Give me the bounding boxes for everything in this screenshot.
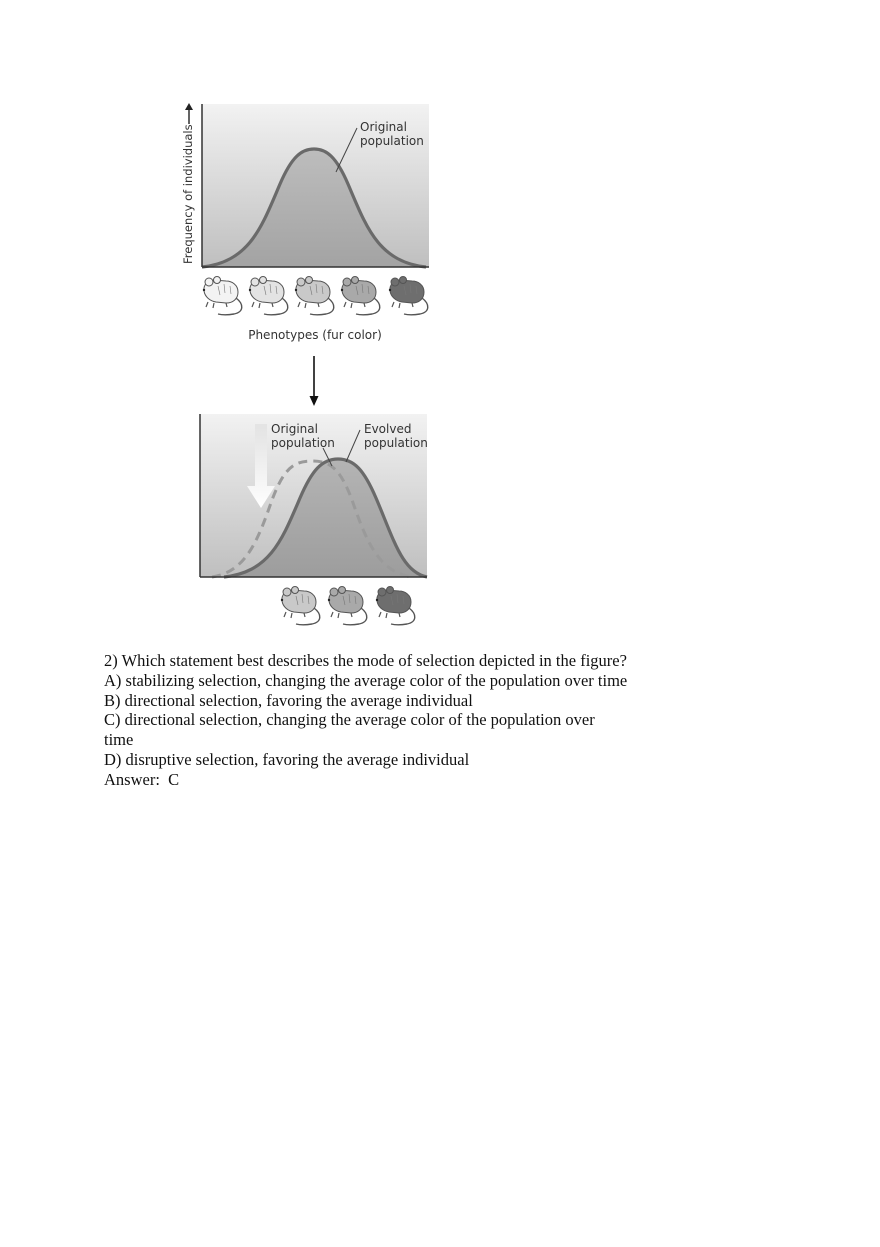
original-label-line2: population [360, 134, 424, 148]
option-c-line1: C) directional selection, changing the average color of the population over [104, 710, 595, 730]
bottom-original-label-line1: Original [271, 422, 318, 436]
x-axis-label: Phenotypes (fur color) [248, 328, 382, 342]
top-panel [181, 103, 429, 342]
option-d: D) disruptive selection, favoring the average individual [104, 749, 470, 769]
y-axis-arrowhead-icon [185, 103, 193, 110]
original-label-line1: Original [360, 120, 407, 134]
option-b: B) directional selection, favoring the average individual [104, 690, 473, 710]
mouse-icon [341, 277, 380, 315]
mouse-icon [203, 277, 242, 315]
top-mice-row [203, 277, 428, 315]
bottom-mice-row [281, 587, 415, 625]
mouse-icon [249, 277, 288, 315]
bottom-panel [200, 414, 428, 625]
question-stem: 2) Which statement best describes the mode of selection depicted in the figure? [104, 651, 627, 670]
option-c-line2: time [104, 730, 134, 750]
evolved-label-line2: population [364, 436, 428, 450]
mouse-icon [281, 587, 320, 625]
mouse-icon [328, 587, 367, 625]
answer: Answer: C [104, 769, 180, 789]
option-a: A) stabilizing selection, changing the average color of the population over time [104, 670, 628, 690]
bottom-original-label-line2: population [271, 436, 335, 450]
mouse-icon [295, 277, 334, 315]
evolved-label-line1: Evolved [364, 422, 412, 436]
mouse-icon [376, 587, 415, 625]
question-block [104, 651, 724, 790]
y-axis-label: Frequency of individuals [181, 124, 195, 264]
mouse-icon [389, 277, 428, 315]
down-arrowhead-icon [310, 396, 319, 406]
